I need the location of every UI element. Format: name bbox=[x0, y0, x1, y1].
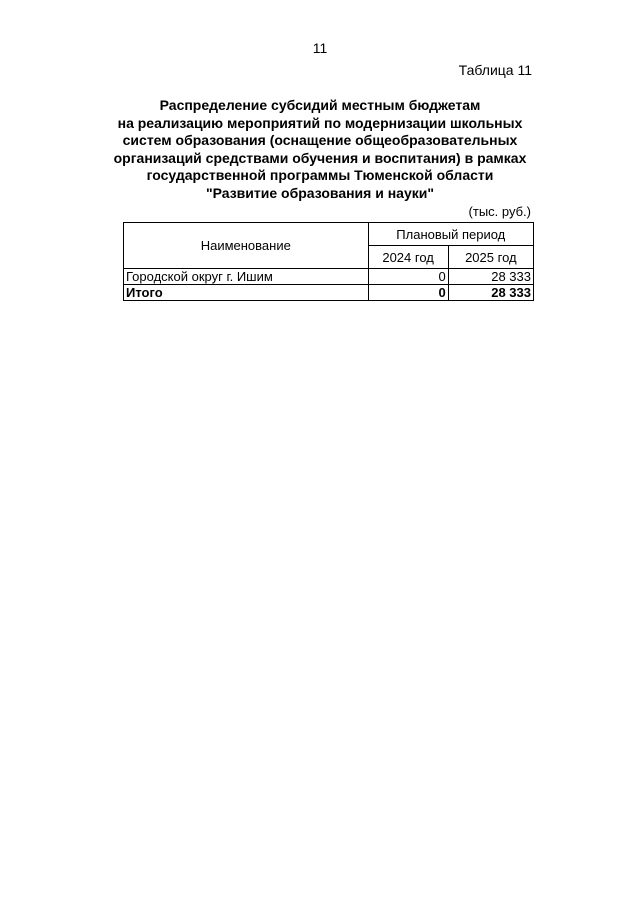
header-period: Плановый период bbox=[368, 223, 533, 246]
header-year-2025: 2025 год bbox=[448, 246, 533, 269]
subsidy-table bbox=[123, 222, 534, 301]
title-line: систем образования (оснащение общеобразовательных bbox=[122, 132, 518, 148]
page-number: 11 bbox=[312, 40, 328, 56]
table-caption: Таблица 11 bbox=[458, 62, 532, 78]
row-name: Городской округ г. Ишим bbox=[124, 269, 369, 285]
title-line: Распределение субсидий местным бюджетам bbox=[159, 97, 481, 113]
total-value-2024: 0 bbox=[368, 285, 448, 301]
row-value-2025: 28 333 bbox=[448, 269, 533, 285]
total-value-2025: 28 333 bbox=[448, 285, 533, 301]
total-row bbox=[124, 285, 534, 301]
title-line: организаций средствами обучения и воспитания) в рамках bbox=[113, 149, 527, 166]
document-title bbox=[110, 97, 530, 202]
title-line: "Развитие образования и науки" bbox=[205, 184, 435, 201]
header-year-2024: 2024 год bbox=[368, 246, 448, 269]
title-line: на реализацию мероприятий по модернизации школьных bbox=[117, 114, 523, 131]
header-name: Наименование bbox=[124, 223, 369, 269]
row-value-2024: 0 bbox=[368, 269, 448, 285]
table-row bbox=[124, 269, 534, 285]
total-name: Итого bbox=[124, 285, 369, 301]
table-header-row bbox=[124, 223, 534, 246]
title-line: государственной программы Тюменской области bbox=[146, 167, 494, 183]
unit-label: (тыс. руб.) bbox=[468, 204, 531, 219]
